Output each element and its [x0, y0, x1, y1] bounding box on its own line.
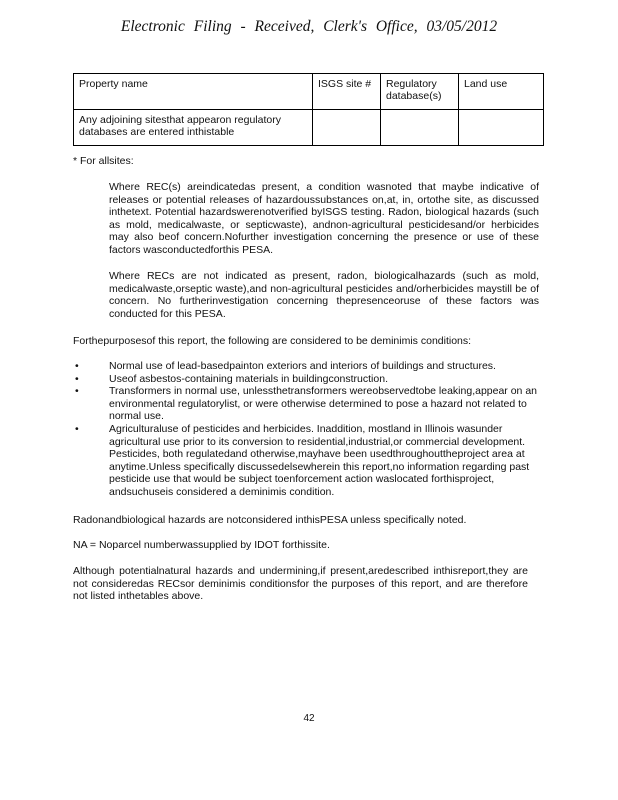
- note-na: NA = Noparcel numberwassupplied by IDOT forthissite.: [73, 539, 330, 551]
- list-item-text: Normal use of lead-basedpainton exteriors and interiors of buildings and structures.: [109, 360, 496, 372]
- table-header-row: [74, 74, 544, 110]
- list-item: [73, 423, 543, 499]
- footnote-intro: * For allsites:: [73, 155, 134, 167]
- bullet-icon: •: [75, 372, 79, 385]
- paragraph-rec-not-present: Where RECs are not indicated as present, radon, biologicalhazards (such as mold, medicalwaste,orseptic waste),and non-agricultural pesticides and/orherbicides maystill be of concern. No furtherinvestigation concerning thepresenceoruse of these factors was conducted for this PESA.: [109, 270, 539, 320]
- column-header-property-name: Property name: [74, 74, 313, 110]
- list-item: [73, 385, 543, 423]
- property-table: [73, 73, 544, 146]
- note-radon: Radonandbiological hazards are notconsidered inthisPESA unless specifically noted.: [73, 514, 467, 526]
- list-item-text: Useof asbestos-containing materials in buildingconstruction.: [109, 372, 388, 385]
- column-header-land-use: Land use: [459, 74, 544, 110]
- paragraph-rec-present: Where REC(s) areindicatedas present, a condition wasnoted that maybe indicative of releases or potential releases of hazardoussubstances on,at, in, ortothe site, as discussed inthetext. Potential hazardswerenotverified byISGS testing. Radon, biological hazards (such as mold, medicalwaste, or septicwaste), andnon-agricultural pesticidesand/or herbicides may also beof concern.Nofurther investigation concerning the presence or use of these factors wasconductedforthis PESA.: [109, 181, 539, 256]
- note-natural-hazards: Although potentialnatural hazards and undermining,if present,aredescribed inthisreport,they are not consideredas RECsor deminimis conditionsfor the purposes of this report, and are therefore not listed inthetables above.: [73, 565, 528, 603]
- page-number: 42: [303, 713, 315, 724]
- list-item: [73, 373, 543, 386]
- filing-header: Electronic Filing - Received, Clerk's Office, 03/05/2012: [120, 18, 498, 35]
- table-cell-regulatory-database: [381, 110, 459, 146]
- column-header-regulatory-database: Regulatory database(s): [381, 74, 459, 110]
- deminimis-list: [73, 360, 543, 499]
- list-item: [73, 360, 543, 373]
- bullet-icon: •: [75, 385, 79, 398]
- table-cell-isgs-site: [313, 110, 381, 146]
- deminimis-intro: Forthepurposesof this report, the following are considered to be deminimis conditions:: [73, 335, 472, 347]
- bullet-icon: •: [75, 422, 79, 435]
- bullet-icon: •: [75, 360, 79, 372]
- table-cell-property-name: Any adjoining sitesthat appearon regulatory databases are entered inthistable: [74, 110, 313, 146]
- list-item-text: Transformers in normal use, unlessthetransformers wereobservedtobe leaking,appear on an environmental regulatorylist, or were otherwise determined to pose a hazard not related to normal use.: [109, 385, 537, 423]
- table-cell-land-use: [459, 110, 544, 146]
- list-item-text: Agriculturaluse of pesticides and herbicides. Inaddition, mostland in Illinois wasunder agricultural use prior to its conversion to residential,industrial,or commercial development. Pesticides, both regulatedand otherwise,mayhave been usedthroughouttheproject area at anytime.Unless specifically discussedelsewherein this report,no information regarding past pesticide use that would be subject toenforcement action waslocated forthisproject, andsuchuseis considered a deminimis condition.: [109, 422, 530, 498]
- table-row: [74, 110, 544, 146]
- column-header-isgs-site: ISGS site #: [313, 74, 381, 110]
